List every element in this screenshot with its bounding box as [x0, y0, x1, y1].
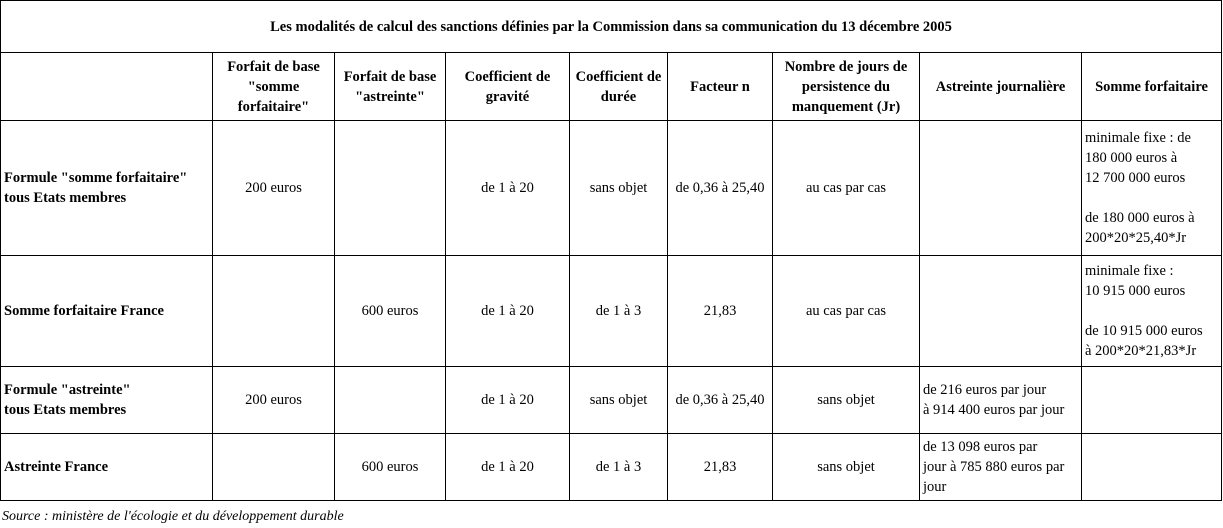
row-label-line: Astreinte France	[4, 459, 109, 475]
cell-forfait-somme: 200 euros	[213, 121, 335, 256]
cell-duree: de 1 à 3	[570, 434, 668, 501]
cell-forfait-somme	[213, 256, 335, 367]
somme-line: 12 700 000 euros	[1085, 170, 1186, 186]
header-forfait-astreinte: Forfait de base "astreinte"	[335, 53, 446, 121]
cell-astreinte	[920, 256, 1082, 367]
header-facteur: Facteur n	[668, 53, 773, 121]
somme-line	[1085, 301, 1218, 321]
cell-facteur: 21,83	[668, 256, 773, 367]
cell-forfait-somme	[213, 434, 335, 501]
cell-duree: sans objet	[570, 121, 668, 256]
astreinte-line: jour à 785 880 euros par	[923, 459, 1065, 475]
header-gravite: Coefficient de gravité	[446, 53, 570, 121]
somme-line: 180 000 euros à	[1085, 150, 1178, 166]
cell-gravite: de 1 à 20	[446, 121, 570, 256]
table-title: Les modalités de calcul des sanctions définies par la Commission dans sa communication du 13 décembre 2005	[1, 1, 1222, 53]
somme-line: minimale fixe :	[1085, 263, 1174, 279]
cell-jours: sans objet	[773, 434, 920, 501]
row-label	[1, 121, 213, 256]
header-row	[1, 53, 1222, 121]
cell-facteur: 21,83	[668, 434, 773, 501]
cell-astreinte	[920, 434, 1082, 501]
source-note: Source : ministère de l'écologie et du développement durable	[2, 509, 344, 524]
header-somme: Somme forfaitaire	[1082, 53, 1222, 121]
astreinte-line: à 914 400 euros par jour	[923, 402, 1065, 418]
cell-forfait-astreinte: 600 euros	[335, 256, 446, 367]
cell-forfait-astreinte	[335, 367, 446, 434]
cell-duree: de 1 à 3	[570, 256, 668, 367]
cell-forfait-astreinte: 600 euros	[335, 434, 446, 501]
cell-gravite: de 1 à 20	[446, 434, 570, 501]
header-forfait-somme: Forfait de base "somme forfaitaire"	[213, 53, 335, 121]
table-row	[1, 256, 1222, 367]
row-label-line: tous Etats membres	[4, 402, 127, 418]
astreinte-line: de 216 euros par jour	[923, 382, 1047, 398]
somme-line: minimale fixe : de	[1085, 130, 1191, 146]
somme-line: de 180 000 euros à	[1085, 210, 1195, 226]
astreinte-line: jour	[923, 479, 947, 495]
cell-astreinte	[920, 121, 1082, 256]
somme-line	[1085, 188, 1218, 208]
row-label-line: tous Etats membres	[4, 190, 127, 206]
row-label-line: Somme forfaitaire France	[4, 303, 164, 319]
row-label	[1, 367, 213, 434]
row-label-line: Formule "astreinte"	[4, 382, 131, 398]
cell-facteur: de 0,36 à 25,40	[668, 367, 773, 434]
row-label	[1, 434, 213, 501]
header-blank	[1, 53, 213, 121]
somme-line: 10 915 000 euros	[1085, 283, 1186, 299]
cell-forfait-astreinte	[335, 121, 446, 256]
cell-duree: sans objet	[570, 367, 668, 434]
cell-somme	[1082, 121, 1222, 256]
row-label-line: Formule "somme forfaitaire"	[4, 170, 188, 186]
cell-astreinte	[920, 367, 1082, 434]
header-jours: Nombre de jours de persistence du manquement (Jr)	[773, 53, 920, 121]
cell-jours: au cas par cas	[773, 121, 920, 256]
cell-forfait-somme: 200 euros	[213, 367, 335, 434]
somme-line: de 10 915 000 euros	[1085, 323, 1203, 339]
astreinte-line: de 13 098 euros par	[923, 439, 1038, 455]
somme-line: 200*20*25,40*Jr	[1085, 230, 1187, 246]
cell-gravite: de 1 à 20	[446, 367, 570, 434]
cell-facteur: de 0,36 à 25,40	[668, 121, 773, 256]
cell-somme	[1082, 434, 1222, 501]
cell-jours: sans objet	[773, 367, 920, 434]
cell-jours: au cas par cas	[773, 256, 920, 367]
somme-line: à 200*20*21,83*Jr	[1085, 343, 1197, 359]
cell-somme	[1082, 367, 1222, 434]
cell-gravite: de 1 à 20	[446, 256, 570, 367]
header-duree: Coefficient de durée	[570, 53, 668, 121]
table-row	[1, 434, 1222, 501]
cell-somme	[1082, 256, 1222, 367]
table-row	[1, 121, 1222, 256]
table-row	[1, 367, 1222, 434]
header-astreinte: Astreinte journalière	[920, 53, 1082, 121]
row-label	[1, 256, 213, 367]
